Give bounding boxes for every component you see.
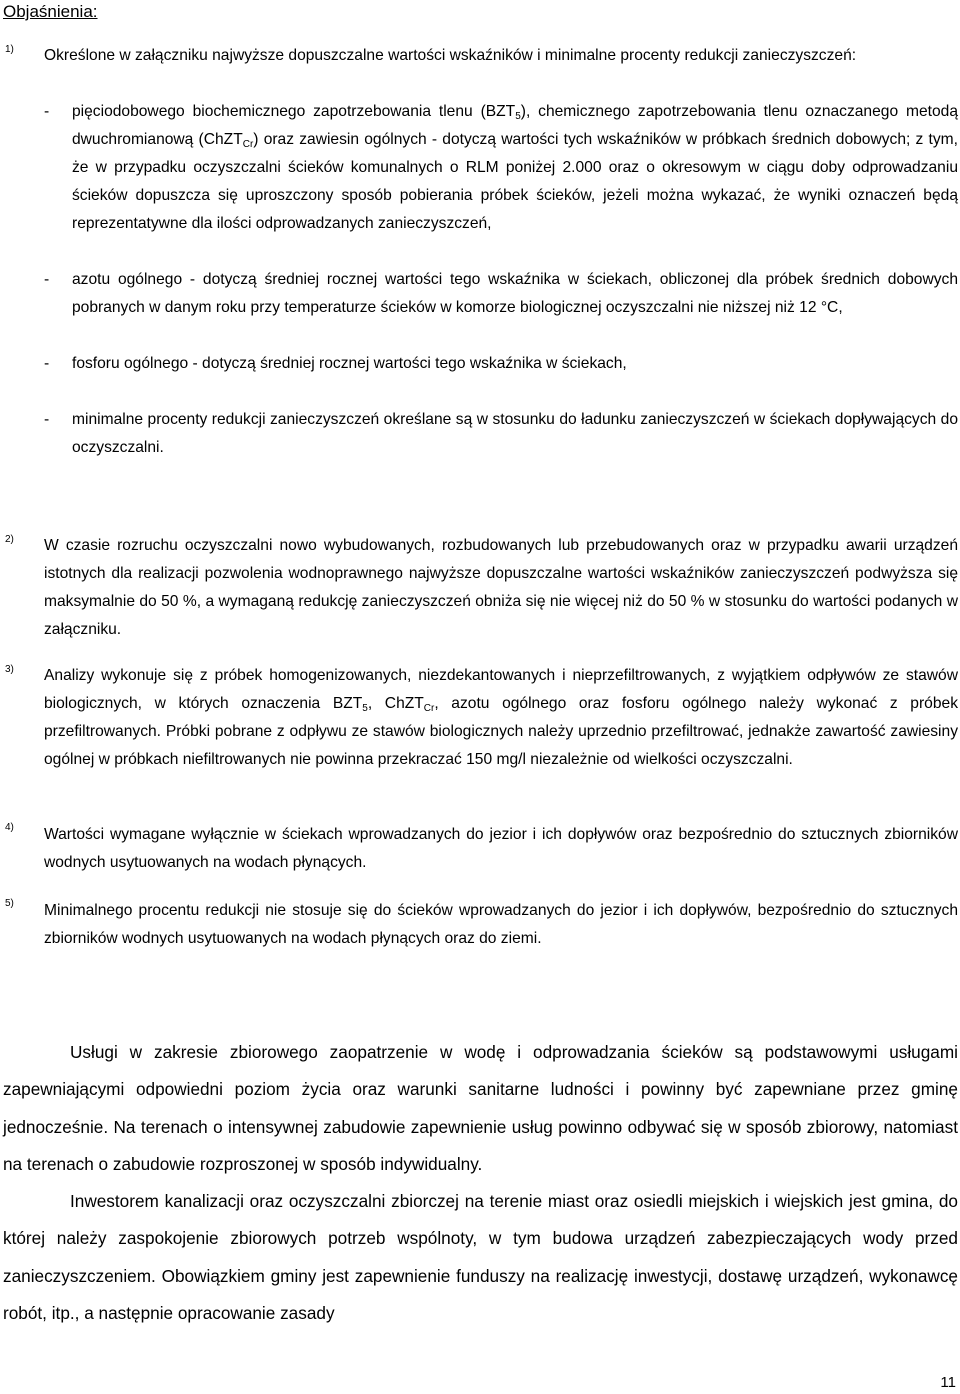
body-paragraph-1: Usługi w zakresie zbiorowego zaopatrzenie w wodę i odprowadzania ścieków są podstawowymi usługami zapewniającymi odpowiedni poziom życia oraz warunki sanitarne ludności i powinny być zapewniane przez gminę jednocześnie. Na terenach o intensywnej zabudowie zapewnienie usług powinno odbywać się w sposób zbiorowy, natomiast na terenach o zabudowie rozproszonej w sposób indywidualny. (3, 1042, 958, 1174)
bullet-text: pięciodobowego biochemicznego zapotrzebowania tlenu (BZT (72, 103, 516, 120)
footnote-marker-3: 3) (5, 664, 14, 675)
bullet-text: azotu ogólnego - dotyczą średniej rocznej wartości tego wskaźnika w ściekach, obliczonej dla próbek średnich dobowych pobranych w danym roku przy temperaturze ścieków w komorze biologicznej oczyszczalni nie niższej niż 12 °C, (72, 271, 958, 316)
bullet-dash: - (44, 411, 50, 428)
note-1-bullet-1 (44, 98, 958, 238)
footnote-marker-2: 2) (5, 534, 14, 545)
bullet-text: fosforu ogólnego - dotyczą średniej rocznej wartości tego wskaźnika w ściekach, (72, 355, 627, 372)
footnote-marker-5: 5) (5, 898, 14, 909)
bullet-dash: - (44, 271, 50, 288)
note-4-text: Wartości wymagane wyłącznie w ściekach wprowadzanych do jezior i ich dopływów oraz bezpośrednio do sztucznych zbiorników wodnych usytuowanych na wodach płynących. (44, 826, 958, 871)
subscript: 5 (362, 703, 368, 714)
note-3-text (44, 662, 958, 774)
note-text: , azotu ogólnego oraz fosforu ogólnego należy wykonać z próbek przefiltrowanych. Próbki pobrane z odpływu ze stawów biologicznych należy uprzednio przefiltrować, jednakże zawartość zawiesiny ogólnej w próbkach niefiltrowanych nie powinna przekraczać 150 mg/l niezależnie od wielkości oczyszczalni. (44, 695, 958, 768)
bullet-text: ) oraz zawiesin ogólnych - dotyczą wartości tych wskaźników w próbkach średnich dobowych; z tym, że w przypadku oczyszczalni ścieków komunalnych o RLM poniżej 2.000 oraz o okresowym w ciągu doby odprowadzaniu ścieków dopuszcza się uproszczony sposób pobierania próbek ścieków, jeżeli można wykazać, że wyniki oznaczeń będą reprezentatywne dla ilości odprowadzanych zanieczyszczeń, (72, 131, 958, 232)
bullet-dash: - (44, 103, 50, 120)
page-number: 11 (940, 1374, 956, 1391)
bullet-text: ), chemicznego zapotrzebowania tlenu oznaczanego metodą dwuchromianową (ChZT (72, 103, 958, 148)
note-text: Analizy wykonuje się z próbek homogenizowanych, niezdekantowanych i nieprzefiltrowanych, z wyjątkiem odpływów ze stawów biologicznych, w których oznaczenia BZT (44, 667, 958, 712)
note-1 (44, 42, 958, 462)
note-2 (44, 532, 958, 644)
note-2-text: W czasie rozruchu oczyszczalni nowo wybudowanych, rozbudowanych lub przebudowanych oraz w przypadku awarii urządzeń istotnych dla realizacji pozwolenia wodnoprawnego najwyższe dopuszczalne wartości wskaźników zanieczyszczeń podwyższa się maksymalnie do 50 %, a wymaganą redukcję zanieczyszczeń obniża się nie więcej niż do 50 % w stosunku do wartości podanych w załączniku. (44, 537, 958, 638)
subscript: 5 (515, 111, 521, 122)
note-5 (44, 897, 958, 953)
note-1-intro: Określone w załączniku najwyższe dopuszczalne wartości wskaźników i minimalne procenty redukcji zanieczyszczeń: (44, 47, 857, 64)
note-1-bullet-3 (44, 350, 958, 378)
bullet-text: minimalne procenty redukcji zanieczyszczeń określane są w stosunku do ładunku zanieczyszczeń w ściekach dopływających do oczyszczalni. (72, 411, 958, 456)
note-1-bullet-2 (44, 266, 958, 322)
body-text (3, 1034, 958, 1332)
note-4 (44, 821, 958, 877)
bullet-dash: - (44, 355, 50, 372)
section-heading: Objaśnienia: (3, 2, 98, 21)
footnote-marker-1: 1) (5, 44, 14, 55)
note-5-text: Minimalnego procentu redukcji nie stosuje się do ścieków wprowadzanych do jezior i ich dopływów, bezpośrednio do sztucznych zbiorników wodnych usytuowanych na wodach płynących oraz do ziemi. (44, 902, 958, 947)
body-paragraph-2: Inwestorem kanalizacji oraz oczyszczalni zbiorczej na terenie miast oraz osiedli miejskich i wiejskich jest gmina, do której należy zaspokojenie zbiorowych potrzeb wspólnoty, w tym budowa urządzeń zabezpieczających wody przed zanieczyszczeniem. Obowiązkiem gminy jest zapewnienie funduszy na realizację inwestycji, dostawę urządzeń, wykonawcę robót, itp., a następnie opracowanie zasady (3, 1191, 958, 1324)
note-3 (44, 662, 958, 774)
note-text: , ChZT (367, 695, 424, 712)
note-1-bullet-4 (44, 406, 958, 462)
footnote-marker-4: 4) (5, 822, 14, 833)
subscript: Cr (423, 703, 435, 714)
subscript: Cr (242, 139, 254, 150)
